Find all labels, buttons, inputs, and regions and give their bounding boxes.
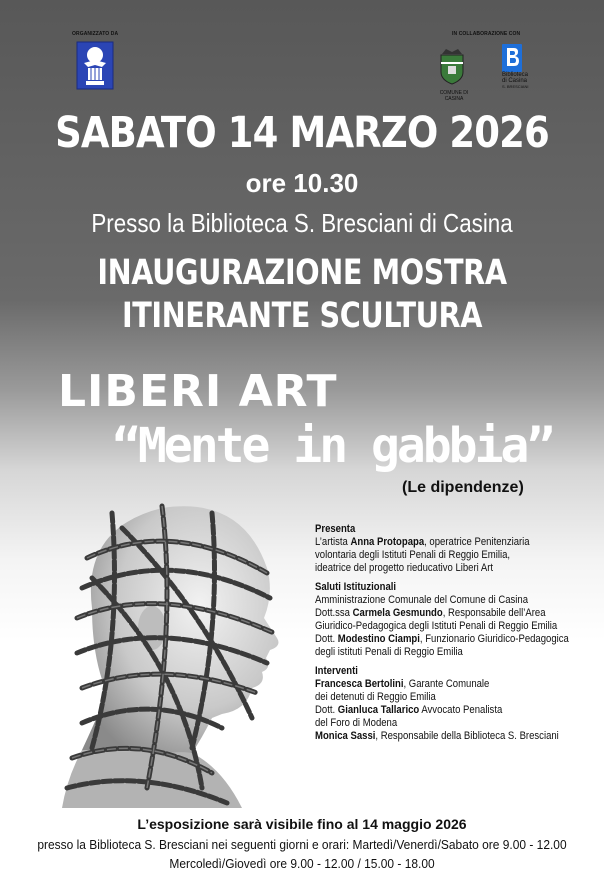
text: Avvocato Penalista [419, 704, 503, 716]
biblioteca-line1: Biblioteca [502, 72, 529, 78]
text: Dott. [315, 633, 338, 645]
text: Dott. [315, 704, 338, 716]
event-place: Presso la Biblioteca S. Bresciani di Casina [91, 208, 513, 238]
opening-hours-line1: presso la Biblioteca S. Bresciani nei seguenti giorni e orari: Martedì/Venerdì/Sabato ore 9.00 - 12.00 [37, 837, 567, 852]
interventi-line3 [315, 704, 572, 717]
text: L’artista [315, 536, 351, 548]
text: , Responsabile dell’Area [442, 607, 546, 619]
saluti-line5: degli istituti Penali di Reggio Emilia [315, 646, 463, 658]
text: , operatrice Penitenziaria [424, 536, 530, 548]
speaker-name: Carmela Gesmundo [352, 607, 443, 619]
speaker-name: Francesca Bertolini [315, 678, 404, 690]
presenta-line1 [315, 536, 572, 549]
event-date: SABATO 14 MARZO 2026 [55, 108, 549, 158]
biblioteca-name [502, 72, 528, 90]
biblioteca-logo-icon [502, 44, 522, 72]
interventi-line4: del Foro di Modena [315, 717, 398, 729]
opening-hours-line2: Mercoledì/Giovedì ore 9.00 - 12.00 / 15.00 - 18.00 [169, 856, 435, 871]
saluti-line3: Giuridico-Pedagogica degli Istituti Penali di Reggio Emilia [315, 620, 558, 632]
interventi-heading: Interventi [315, 665, 358, 677]
interventi-line1 [315, 678, 572, 691]
comune-name: COMUNE DI CASINA [439, 90, 469, 102]
chained-head-sculpture-icon [52, 488, 312, 813]
text: , Garante Comunale [403, 678, 490, 690]
speaker-name: Gianluca Tallarico [337, 704, 420, 716]
saluti-line4 [315, 633, 572, 646]
speaker-name: Monica Sassi [315, 730, 376, 742]
subtitle-note: (Le dipendenze) [402, 479, 524, 496]
biblioteca-line2: di Casina [502, 78, 528, 84]
speaker-name: Modestino Ciampi [337, 633, 420, 645]
saluti-line1: Amministrazione Comunale del Comune di Casina [315, 594, 529, 606]
event-title-line1: INAUGURAZIONE MOSTRA [97, 253, 507, 293]
presenta-line2: volontaria degli Istituti Penali di Reggio Emilia, [315, 549, 511, 561]
artist-name: Anna Protopapa [350, 536, 425, 548]
saluti-line2 [315, 607, 572, 620]
event-title-line2: ITINERANTE SCULTURA [121, 296, 483, 336]
collaboration-label: IN COLLABORAZIONE CON [452, 31, 521, 37]
presenta-line3: ideatrice del progetto rieducativo Liberi Art [315, 562, 494, 574]
text: Dott.ssa [315, 607, 353, 619]
exhibition-subtitle: “Mente in gabbia” [112, 418, 553, 474]
brand-title: LIBERI ART [58, 366, 338, 417]
interventi-line5 [315, 730, 572, 743]
biblioteca-line3: S. BRESCIANI [502, 84, 529, 89]
interventi-line2: dei detenuti di Reggio Emilia [315, 691, 436, 703]
program-details [315, 523, 572, 743]
saluti-heading: Saluti Istituzionali [315, 581, 397, 593]
comune-crest-icon [438, 46, 466, 86]
presenta-heading: Presenta [315, 523, 356, 535]
exhibition-dates: L’esposizione sarà visibile fino al 14 maggio 2026 [137, 816, 467, 832]
organizer-logo-icon [76, 41, 114, 90]
event-time: ore 10.30 [245, 168, 359, 198]
text: , Responsabile della Biblioteca S. Bresciani [375, 730, 559, 742]
organizer-label: ORGANIZZATO DA [72, 31, 119, 37]
text: , Funzionario Giuridico-Pedagogica [419, 633, 569, 645]
